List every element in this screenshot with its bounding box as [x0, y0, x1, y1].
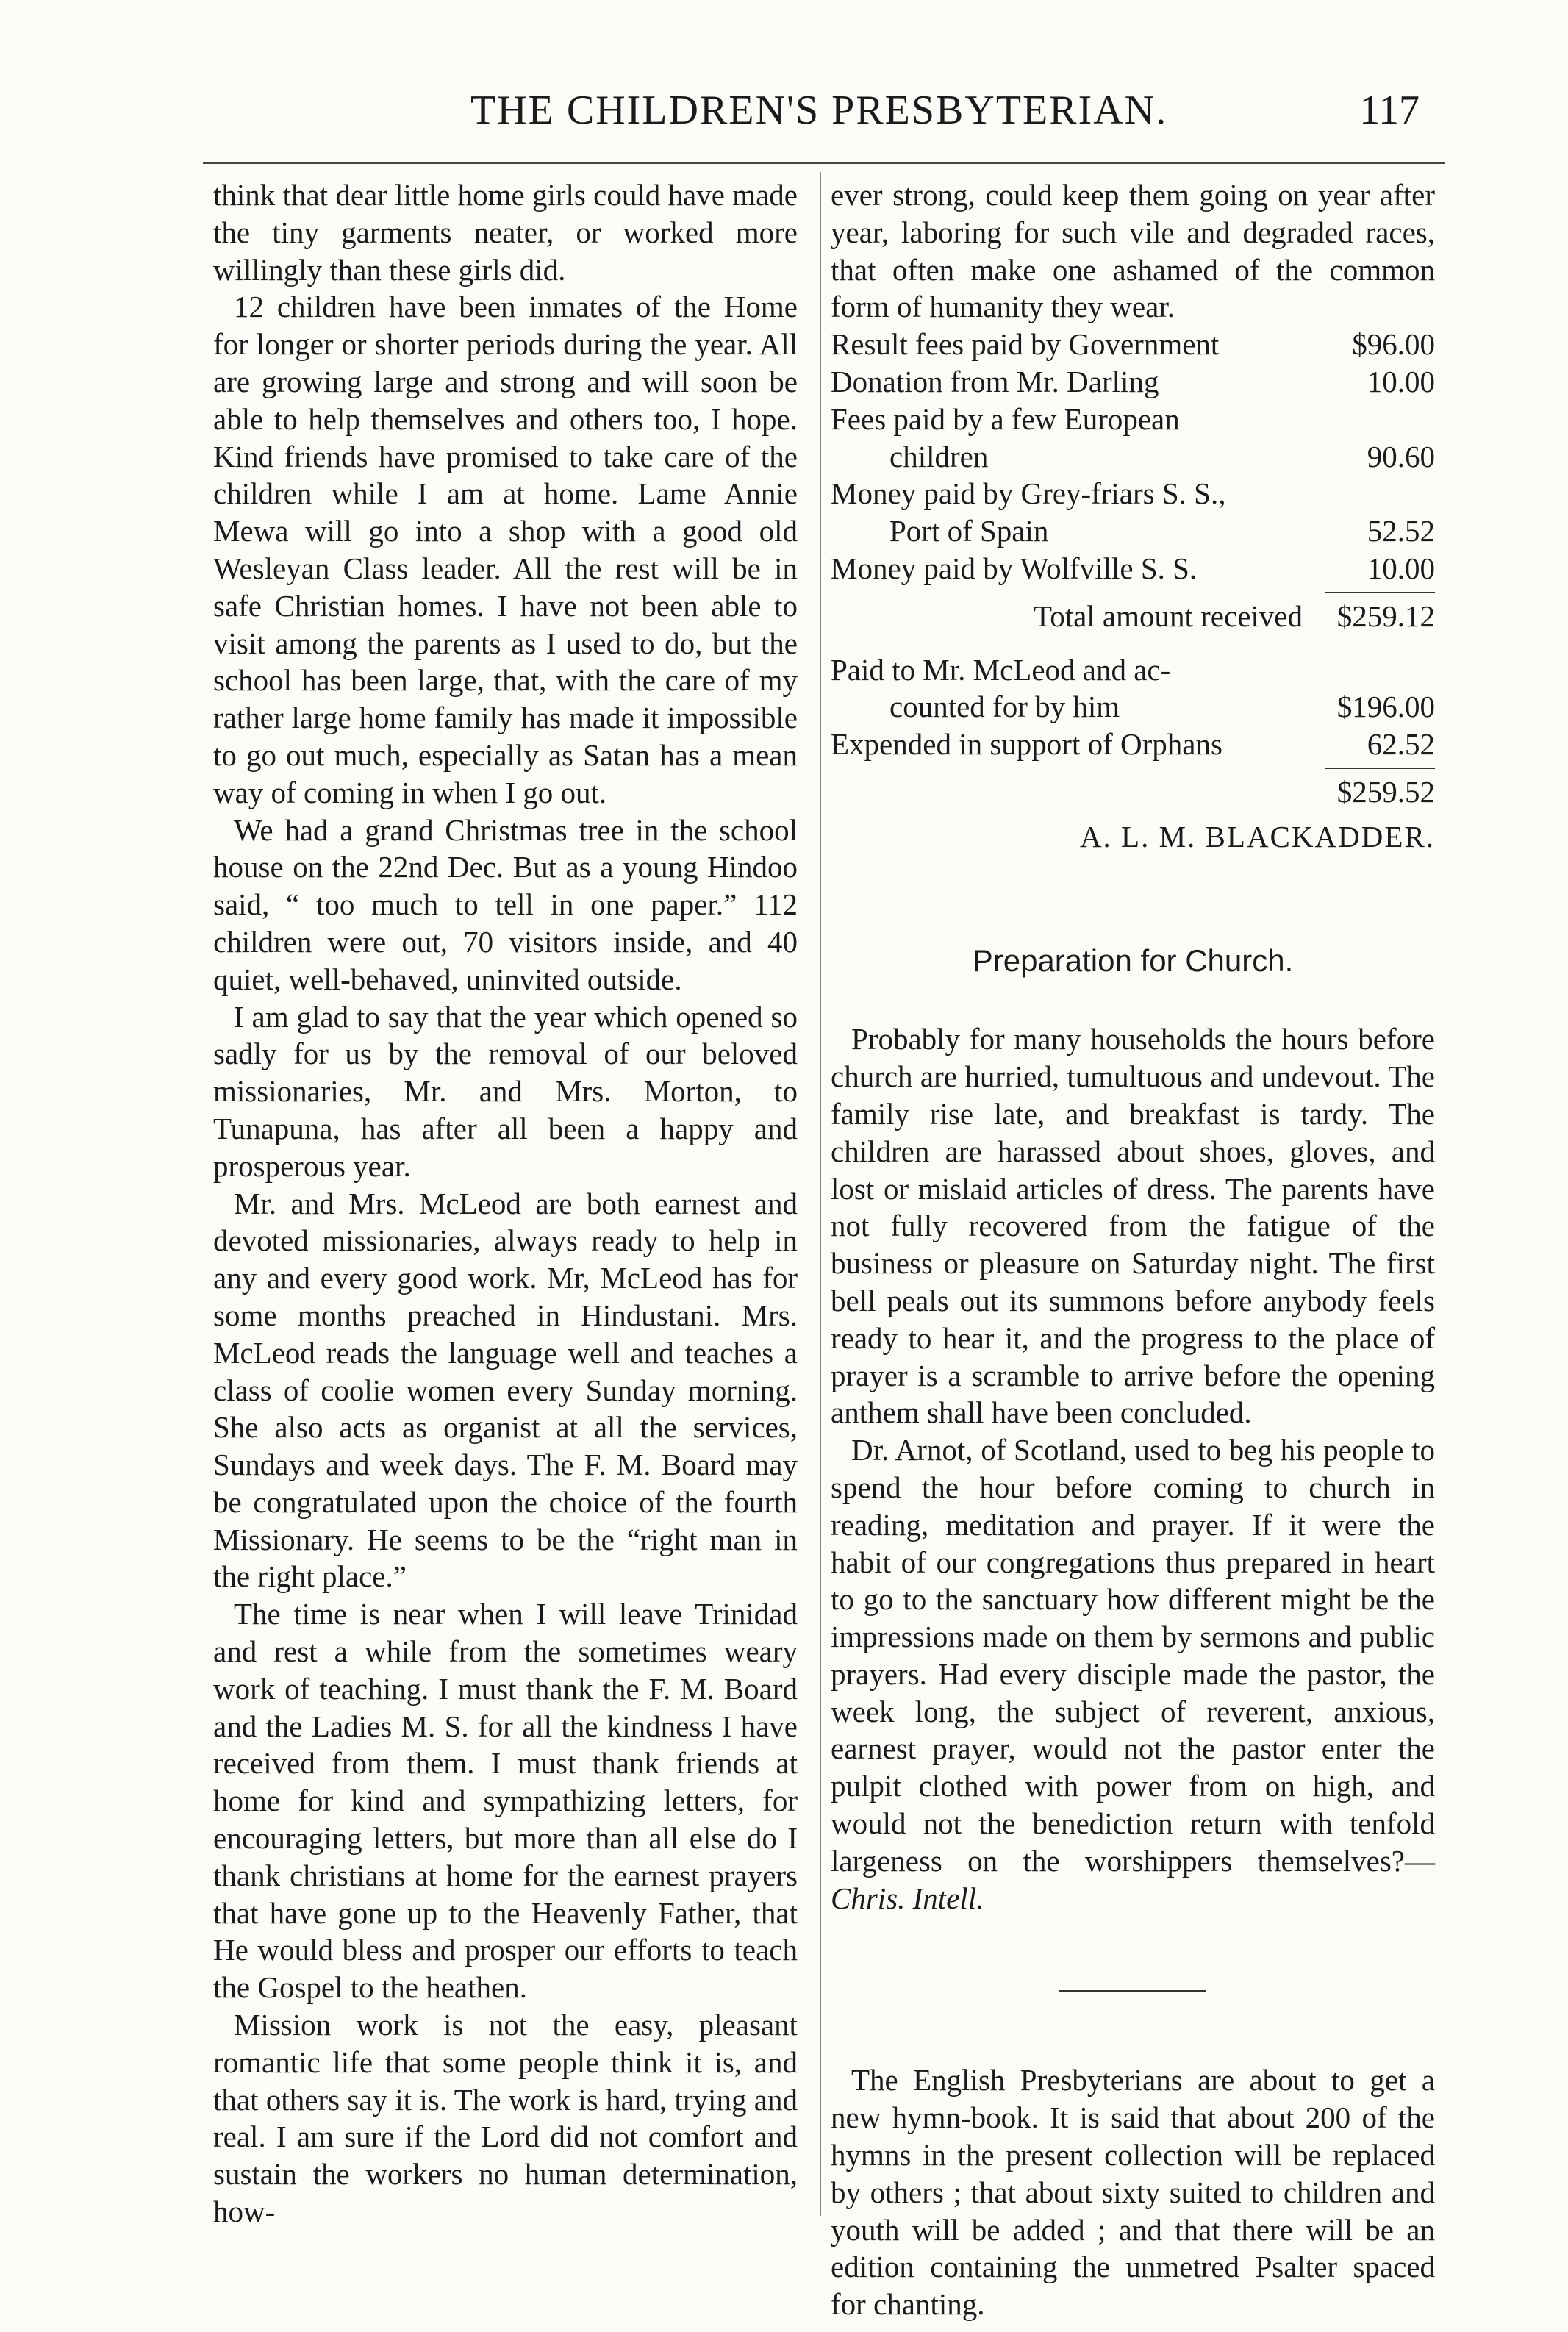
signature: A. L. M. BLACKADDER. [1079, 819, 1435, 854]
ledger-row [831, 326, 1435, 363]
ledger-row [831, 363, 1435, 401]
section-heading: Preparation for Church. [972, 943, 1294, 978]
ledger-amount [1332, 475, 1435, 512]
sum-rule [1325, 592, 1435, 593]
ledger-label: Paid to Mr. McLeod and ac- [831, 652, 1171, 687]
paragraph: Mr. and Mrs. McLeod are both earnest and devoted missionaries, always ready to help in any and every good work. Mr, McLeod has for some months preached in Hindustani. Mrs. McLeod reads the language well and teaches a class of coolie women every Sunday morning. She also acts as organist at all the services, Sundays and week days. The F. M. Board may be congratulated upon the choice of the fourth Missionary. He seems to be the “right man in the right place.” [213, 1186, 798, 1594]
ledger-amount [1332, 651, 1435, 689]
paragraph: The English Presbyterians are about to get a new hymn-book. It is said that about 200 of the hymns in the present collection will be replaced by others ; that about sixty suited to children and youth will be added ; and that there will be an edition containing the unmetred Psalter spaced for chanting. [831, 2063, 1435, 2322]
sum-rule [1325, 768, 1435, 769]
ledger-row [831, 401, 1435, 438]
grand-total-row [831, 773, 1435, 811]
paragraph: I am glad to say that the year which opened so sadly for us by the removal of our beloved missionaries, Mr. and Mrs. Morton, to Tunapuna, has after all been a happy and prosperous year. [213, 999, 798, 1183]
ledger-label: Money paid by Grey-friars S. S., [831, 476, 1226, 511]
left-column [213, 176, 798, 2231]
ledger-row [831, 651, 1435, 689]
page-number: 117 [1359, 87, 1420, 133]
ledger-amount: 10.00 [1367, 364, 1435, 398]
ledger-row [831, 438, 1435, 476]
disbursements-ledger [831, 651, 1435, 811]
paragraph: The time is near when I will leave Trinidad and rest a while from the sometimes weary work of teaching. I must thank the F. M. Board and the Ladies M. S. for all the kindness I have received from them. I must thank friends at home for kind and sympathizing letters, for encouraging letters, but more than all else do I thank christians at home for the earnest prayers that have gone up to the Heavenly Father, that He would bless and prosper our efforts to teach the Gospel to the heathen. [213, 1597, 798, 2005]
grand-total-amount: $259.52 [1336, 774, 1435, 809]
ledger-row [831, 550, 1435, 587]
ledger-label: Port of Spain [889, 514, 1049, 548]
total-received-label: Total amount received [1034, 598, 1303, 633]
paragraph: ever strong, could keep them going on year after year, laboring for such vile and degraded races, that often make one ashamed of the common form of humanity they wear. [831, 178, 1435, 324]
header-rule [203, 162, 1445, 164]
receipts-ledger [831, 326, 1435, 634]
paragraph: We had a grand Christmas tree in the school house on the 22nd Dec. But as a young Hindoo said, “ too much to tell in one paper.” 112 children were out, 70 visitors inside, and 40 quiet, well-behaved, uninvited outside. [213, 812, 798, 996]
ledger-label: Donation from Mr. Darling [831, 364, 1159, 398]
paragraph: think that dear little home girls could have made the tiny garments neater, or worked more willingly than these girls did. [213, 178, 798, 287]
ledger-amount: 90.60 [1367, 439, 1435, 473]
right-column [831, 176, 1435, 2323]
ledger-row [831, 726, 1435, 763]
ledger-label: counted for by him [889, 690, 1120, 724]
ledger-label: Result fees paid by Government [831, 327, 1220, 362]
ledger-amount: 10.00 [1367, 551, 1435, 585]
paragraph-text: Dr. Arnot, of Scotland, used to beg his people to spend the hour before coming to church in reading, meditation and prayer. If it were the habit of our congregations thus prepared in heart to go to the sanctuary how different might be the impressions made on them by sermons and public prayers. Had every disciple made the pastor, the week long, the subject of reverent, anxious, earnest prayer, would not the pastor enter the pulpit clothed with power from on high, and would not the benediction return with tenfold largeness on the worshippers themselves?— [831, 1433, 1435, 1878]
ledger-row [831, 688, 1435, 726]
ledger-amount: $96.00 [1352, 327, 1435, 362]
total-received-amount: $259.12 [1336, 598, 1435, 633]
ledger-row [831, 475, 1435, 512]
attribution: Chris. Intell. [831, 1881, 984, 1915]
ledger-label: Fees paid by a few European [831, 401, 1180, 436]
ledger-label: Money paid by Wolfville S. S. [831, 551, 1198, 585]
ledger-amount: $196.00 [1336, 690, 1435, 724]
ledger-amount [1332, 401, 1435, 438]
section-divider [1059, 1990, 1206, 1992]
column-divider [820, 172, 821, 2216]
ledger-amount: 62.52 [1367, 727, 1435, 762]
paragraph: Probably for many households the hours before church are hurried, tumultuous and undevout. The family rise late, and breakfast is tardy. The children are harassed about shoes, gloves, and lost or mislaid articles of dress. The parents have not fully recovered from the fatigue of the business or pleasure on Saturday night. The first bell peals out its summons before anybody feels ready to hear it, and the progress to the place of prayer is a scramble to arrive before the opening anthem shall have been concluded. [831, 1022, 1435, 1430]
paragraph: Mission work is not the easy, pleasant romantic life that some people think it is, and that others say it is. The work is hard, trying and real. I am sure if the Lord did not comfort and sustain the workers no human determination, how- [213, 2008, 798, 2229]
ledger-label: Expended in support of Orphans [831, 727, 1222, 762]
total-received-row [831, 598, 1435, 635]
ledger-row [831, 512, 1435, 550]
paragraph [831, 1431, 1435, 1917]
ledger-amount: 52.52 [1367, 514, 1435, 548]
ledger-label: children [889, 439, 989, 473]
paragraph: 12 children have been inmates of the Home for longer or shorter periods during the year. All are growing large and strong and will soon be able to help themselves and others too, I hope. Kind friends have promised to take care of the children while I am at home. Lame Annie Mewa will go into a shop with a good old Wesleyan Class leader. All the rest will be in safe Christian homes. I have not been able to visit among the parents as I used to do, but the school has been large, that, with the care of my rather large home family has made it impossible to go out much, especially as Satan has a mean way of coming in when I go out. [213, 290, 798, 809]
running-head: THE CHILDREN'S PRESBYTERIAN. [470, 87, 1168, 133]
